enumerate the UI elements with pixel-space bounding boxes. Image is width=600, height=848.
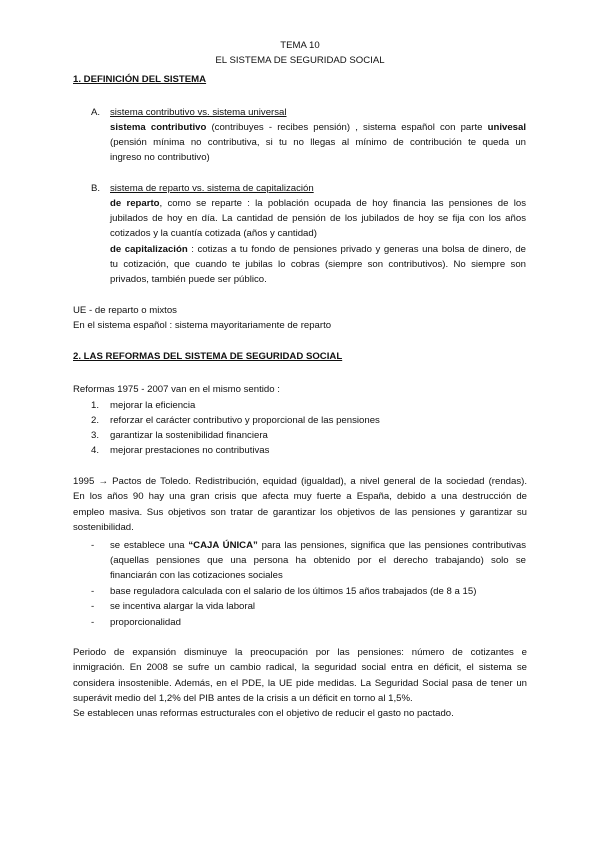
list-number: 2. [91,415,100,426]
bullet-2: base reguladora calculada con el salario de los últimos 15 años trabajados (de 8 a 15) [110,586,477,597]
capitalizacion-line-1 [110,244,526,255]
item-a-line-2: (pensión mínima no contributiva, si tu no llegas al mínimo de contribución te queda un [110,137,526,148]
list-number: 3. [91,430,100,441]
item-a-line-1 [110,122,526,133]
paragraph-1-line-4: sostenibilidad. [73,522,134,533]
list-number: 1. [91,400,100,411]
reparto-line-2: jubilados de hoy en día. La cantidad de pensión de los jubilados de hoy se fija con los años [110,213,526,224]
item-a-line-3: ingreso no contributivo) [110,152,210,163]
section-2-heading: 2. LAS REFORMAS DEL SISTEMA DE SEGURIDAD SOCIAL [73,351,343,362]
term-contributivo: sistema contributivo [110,122,207,133]
reparto-line-1 [110,198,526,209]
capitalizacion-line-2: tu cotización, que cuando te jubilas lo cobras (siempre son contributivos). No siempre son [110,259,526,270]
list-item: mejorar prestaciones no contributivas [110,445,270,456]
paragraph-1-line-3: empleo masiva. Sus objetivos son tratar de garantizar los objetivos de las pensiones y garantizar su [73,507,527,518]
section-1-heading: 1. DEFINICIÓN DEL SISTEMA [73,74,207,85]
ue-note: UE - de reparto o mixtos [73,305,177,316]
bullet-1-post: para las pensiones, significa que las pensiones contributivas [257,540,526,551]
bullet-1-pre: se establece una [110,540,189,551]
list-item: mejorar la eficiencia [110,400,196,411]
term-capitalizacion: de capitalización [110,244,188,255]
list-item: garantizar la sostenibilidad financiera [110,430,268,441]
paragraph-1-line-2: En los años 90 hay una gran crisis que afecta muy fuerte a España, debido a una destrucción de [73,491,527,502]
item-a-line-1-text: (contribuyes - recibes pensión) , sistema español con parte [206,122,488,133]
bullet-1-line-2: (aquellas pensiones que una persona ha obtenido por el derecho trabajando) solo se [110,555,526,566]
item-a-title: sistema contributivo vs. sistema universal [110,107,287,118]
caja-unica: “CAJA ÚNICA” [188,540,258,551]
bullet-dash: - [91,540,95,551]
paragraph-2-line-1: Periodo de expansión disminuye la preocupación por las pensiones: número de cotizantes e [73,647,527,658]
bullet-1-line-1 [110,540,526,551]
reparto-line-3: cotizados y la cuantía cotizada (años y cantidad) [110,228,317,239]
item-b-marker: B. [91,183,101,194]
term-universal: univesal [487,122,526,133]
bullet-dash: - [91,601,95,612]
list-number: 4. [91,445,100,456]
list-item: reforzar el carácter contributivo y proporcional de las pensiones [110,415,380,426]
bullet-1-line-3: financiarán con las cotizaciones sociales [110,570,283,581]
spain-note: En el sistema español : sistema mayoritariamente de reparto [73,320,332,331]
document-title: EL SISTEMA DE SEGURIDAD SOCIAL [215,55,385,66]
capitalizacion-line-3: privados, también puede ser público. [110,274,267,285]
paragraph-2-line-2: inmigración. En 2008 se sufre un cambio radical, la seguridad social entra en déficit, el sistema se [73,662,527,673]
reparto-line-1-text: , como se reparte : la población ocupada de hoy financia las pensiones de los [159,198,526,209]
bullet-4: proporcionalidad [110,617,181,628]
paragraph-1-line-1: 1995 → Pactos de Toledo. Redistribución, equidad (igualdad), a nivel general de la sociedad (rendas). [73,476,527,487]
reforms-intro: Reformas 1975 - 2007 van en el mismo sentido : [73,384,280,395]
item-b-title: sistema de reparto vs. sistema de capitalización [110,183,314,194]
paragraph-2-line-3: considera insostenible. Además, en el PDE, la UE pide medidas. La Seguridad Social pasa de tener un [73,678,527,689]
term-reparto: de reparto [110,198,160,209]
bullet-3: se incentiva alargar la vida laboral [110,601,256,612]
bullet-dash: - [91,586,95,597]
paragraph-2-line-4: superávit medio del 1,2% del PIB antes de la crisis a un déficit en torno al 1,5%. [73,693,413,704]
paragraph-2-line-5: Se establecen unas reformas estructurales con el objetivo de reducir el gasto no pactado. [73,708,454,719]
bullet-dash: - [91,617,95,628]
item-a-marker: A. [91,107,101,118]
capitalizacion-line-1-text: : cotizas a tu fondo de pensiones privado y generas una bolsa de dinero, de [187,244,527,255]
topic-number: TEMA 10 [280,40,320,51]
